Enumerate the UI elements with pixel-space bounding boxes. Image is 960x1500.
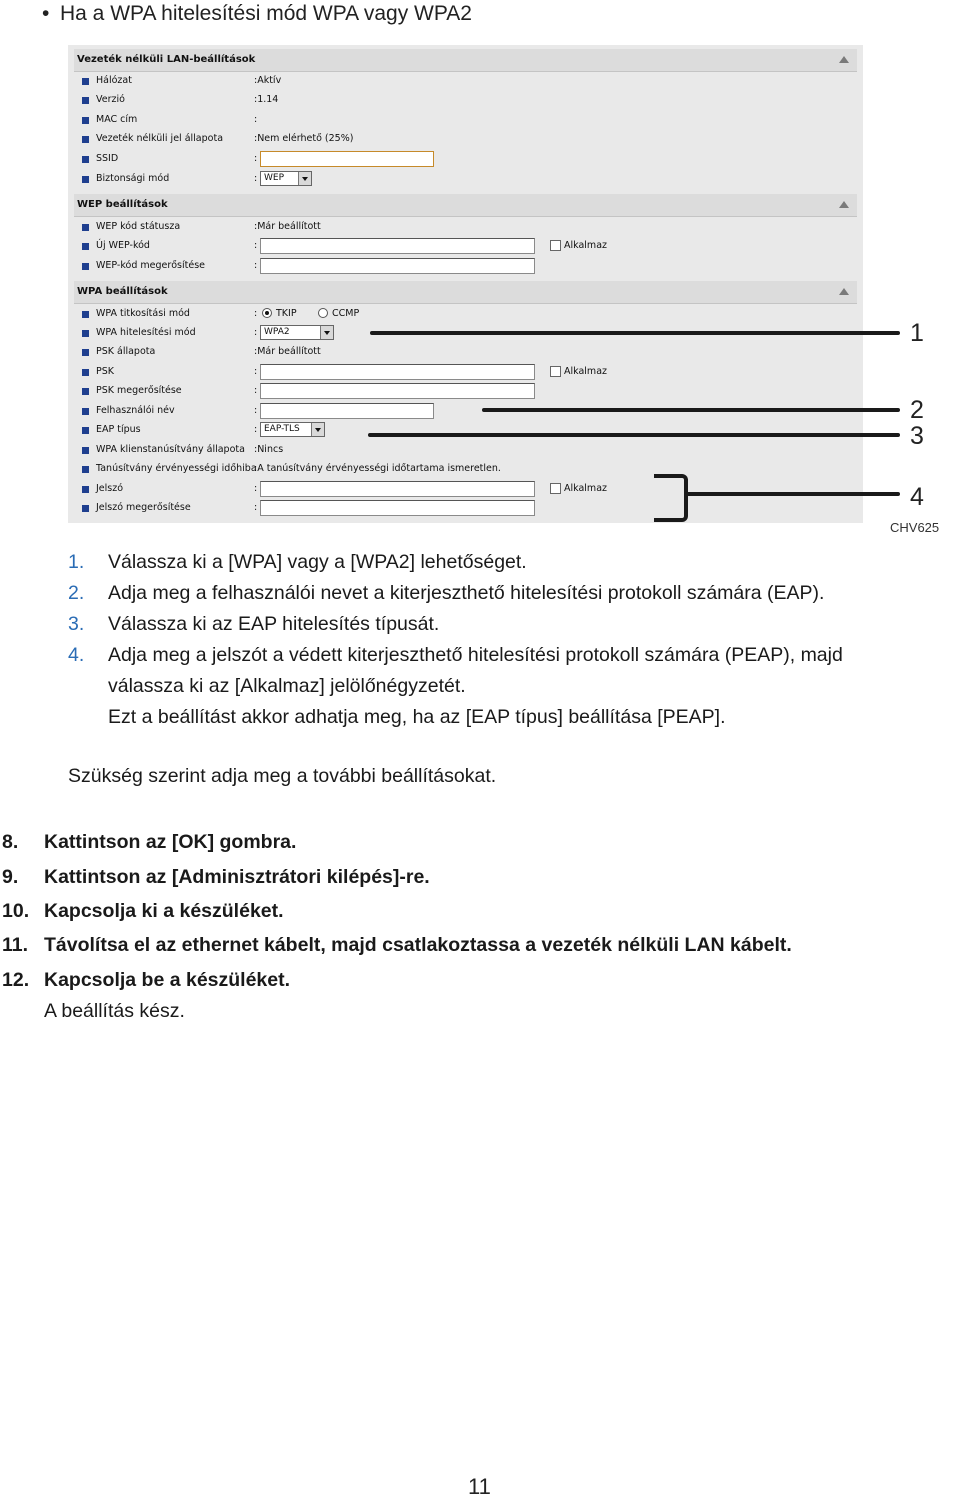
row-value: :Nincs <box>254 444 284 455</box>
row-value: :Már beállított <box>254 346 321 357</box>
row-value: :A tanúsítvány érvényességi időtartama ismeretlen. <box>254 463 501 474</box>
row-mac <box>68 111 863 130</box>
row-ssid <box>68 150 863 169</box>
square-bullet-icon <box>82 388 89 395</box>
row-value: : <box>254 483 258 494</box>
collapse-triangle-icon[interactable] <box>839 288 849 295</box>
square-bullet-icon <box>82 176 89 183</box>
row-value: : <box>254 173 258 184</box>
psk-input[interactable] <box>260 364 535 380</box>
row-label: Jelszó <box>96 483 124 494</box>
row-psk <box>68 363 863 382</box>
section-title: WEP beállítások <box>77 199 168 210</box>
apply-label: Alkalmaz <box>564 483 607 494</box>
step-text: Kattintson az [Adminisztrátori kilépés]-re. <box>44 866 430 888</box>
row-value: : <box>254 260 258 271</box>
row-label: Biztonsági mód <box>96 173 170 184</box>
row-value: : <box>254 424 258 435</box>
step-number: 9. <box>2 866 19 888</box>
page-number: 11 <box>468 1474 491 1499</box>
square-bullet-icon <box>82 427 89 434</box>
row-label: Hálózat <box>96 75 132 86</box>
row-wep-confirm <box>68 257 863 276</box>
row-version <box>68 91 863 110</box>
new-wep-input[interactable] <box>260 238 535 254</box>
ssid-input[interactable] <box>260 151 434 167</box>
step-text: Kapcsolja be a készüléket. <box>44 969 291 991</box>
step-text: Távolítsa el az ethernet kábelt, majd csatlakoztassa a vezeték nélküli LAN kábelt. <box>44 934 792 956</box>
square-bullet-icon <box>82 408 89 415</box>
step4-note: Ezt a beállítást akkor adhatja meg, ha az [EAP típus] beállítása [PEAP]. <box>108 706 726 728</box>
row-label: Tanúsítvány érvényességi időhiba <box>96 463 257 474</box>
settings-screenshot <box>68 45 863 523</box>
row-value: : <box>254 327 258 338</box>
row-psk-confirm <box>68 382 863 401</box>
section-title: WPA beállítások <box>77 286 168 297</box>
row-label: WPA titkosítási mód <box>96 308 190 319</box>
square-bullet-icon <box>82 311 89 318</box>
square-bullet-icon <box>82 486 89 493</box>
extra-note: Szükség szerint adja meg a további beállításokat. <box>68 765 497 787</box>
ccmp-label: CCMP <box>332 308 360 319</box>
square-bullet-icon <box>82 243 89 250</box>
collapse-triangle-icon[interactable] <box>839 56 849 63</box>
tkip-label: TKIP <box>276 308 297 319</box>
row-value: :Nem elérhető (25%) <box>254 133 354 144</box>
figure-code: CHV625 <box>890 520 940 535</box>
section-header-wpa <box>74 281 857 304</box>
step-number: 8. <box>2 831 19 853</box>
callout-bracket-4 <box>654 474 688 522</box>
row-value: :Már beállított <box>254 221 321 232</box>
intro-bullet-text: Ha a WPA hitelesítési mód WPA vagy WPA2 <box>60 2 472 25</box>
row-label: WPA klienstanúsítvány állapota <box>96 444 245 455</box>
select-value: WEP <box>264 173 285 183</box>
square-bullet-icon <box>82 224 89 231</box>
row-new-wep <box>68 237 863 256</box>
step4-continuation: válassza ki az [Alkalmaz] jelölőnégyzetét. <box>108 675 466 697</box>
row-value: : <box>254 240 258 251</box>
row-label: SSID <box>96 153 119 164</box>
square-bullet-icon <box>82 349 89 356</box>
password-input[interactable] <box>260 481 535 497</box>
dropdown-arrow-icon <box>298 172 311 185</box>
collapse-triangle-icon[interactable] <box>839 201 849 208</box>
row-label: MAC cím <box>96 114 138 125</box>
step-text: Válassza ki az EAP hitelesítés típusát. <box>108 613 440 635</box>
row-label: Jelszó megerősítése <box>96 502 191 513</box>
row-label: Felhasználói név <box>96 405 175 416</box>
callout-line-2 <box>482 408 900 412</box>
step-number: 12. <box>2 969 30 991</box>
password-confirm-input[interactable] <box>260 500 535 516</box>
row-password-confirm <box>68 499 863 518</box>
section-header-wireless-lan <box>74 49 857 72</box>
row-label: PSK <box>96 366 114 377</box>
row-client-cert <box>68 441 863 460</box>
eap-type-select[interactable] <box>260 422 325 437</box>
username-input[interactable] <box>260 403 434 419</box>
wep-confirm-input[interactable] <box>260 258 535 274</box>
row-value: : <box>254 366 258 377</box>
apply-checkbox[interactable] <box>550 366 561 377</box>
step-number: 10. <box>2 900 30 922</box>
square-bullet-icon <box>82 447 89 454</box>
row-label: EAP típus <box>96 424 141 435</box>
step-number: 11. <box>2 934 29 956</box>
row-label: WEP-kód megerősítése <box>96 260 206 271</box>
bullet-dot: • <box>42 2 50 25</box>
step-number: 3. <box>68 613 85 635</box>
row-eap-type <box>68 421 863 440</box>
square-bullet-icon <box>82 117 89 124</box>
square-bullet-icon <box>82 156 89 163</box>
row-label: PSK állapota <box>96 346 156 357</box>
row-value: :Aktív <box>254 75 282 86</box>
tkip-radio[interactable] <box>262 308 272 318</box>
row-wep-status <box>68 218 863 237</box>
select-value: WPA2 <box>264 327 290 337</box>
callout-number: 1 <box>910 319 924 347</box>
row-security-mode <box>68 170 863 189</box>
final-text: A beállítás kész. <box>44 1000 185 1022</box>
row-value: : <box>254 385 258 396</box>
section-header-wep <box>74 194 857 217</box>
callout-line-3 <box>368 433 900 437</box>
callout-line-1 <box>370 331 900 335</box>
row-value: : <box>254 308 258 319</box>
square-bullet-icon <box>82 505 89 512</box>
row-signal <box>68 130 863 149</box>
callout-number: 4 <box>910 483 924 511</box>
square-bullet-icon <box>82 466 89 473</box>
psk-confirm-input[interactable] <box>260 383 535 399</box>
row-value: : <box>254 153 258 164</box>
square-bullet-icon <box>82 369 89 376</box>
row-label: PSK megerősítése <box>96 385 182 396</box>
dropdown-arrow-icon <box>320 326 333 339</box>
square-bullet-icon <box>82 97 89 104</box>
apply-checkbox[interactable] <box>550 483 561 494</box>
dropdown-arrow-icon <box>311 423 324 436</box>
row-label: Vezeték nélküli jel állapota <box>96 133 224 144</box>
row-value: : <box>254 114 258 125</box>
wpa-auth-mode-select[interactable] <box>260 325 334 340</box>
square-bullet-icon <box>82 78 89 85</box>
apply-checkbox[interactable] <box>550 240 561 251</box>
row-cert-validity <box>68 460 863 479</box>
row-value: : <box>254 405 258 416</box>
step-text: Válassza ki a [WPA] vagy a [WPA2] lehetőséget. <box>108 551 527 573</box>
row-label: Verzió <box>96 94 125 105</box>
intro-bullet <box>42 2 472 26</box>
step-text: Kattintson az [OK] gombra. <box>44 831 297 853</box>
apply-label: Alkalmaz <box>564 366 607 377</box>
callout-line-4 <box>686 492 900 496</box>
square-bullet-icon <box>82 330 89 337</box>
step-text: Adja meg a felhasználói nevet a kiterjeszthető hitelesítési protokoll számára (EAP). <box>108 582 825 604</box>
row-psk-status <box>68 343 863 362</box>
row-label: WEP kód státusza <box>96 221 181 232</box>
step-number: 2. <box>68 582 85 604</box>
row-label: Új WEP-kód <box>96 240 150 251</box>
callout-number: 3 <box>910 422 924 450</box>
select-value: EAP-TLS <box>264 424 300 434</box>
step-number: 4. <box>68 644 85 666</box>
square-bullet-icon <box>82 136 89 143</box>
ccmp-radio[interactable] <box>318 308 328 318</box>
row-value: : <box>254 502 258 513</box>
callout-number: 2 <box>910 396 924 424</box>
row-label: WPA hitelesítési mód <box>96 327 196 338</box>
square-bullet-icon <box>82 263 89 270</box>
step-number: 1. <box>68 551 85 573</box>
apply-label: Alkalmaz <box>564 240 607 251</box>
step-text: Adja meg a jelszót a védett kiterjeszthető hitelesítési protokoll számára (PEAP), majd <box>108 644 843 666</box>
row-value: :1.14 <box>254 94 279 105</box>
security-mode-select[interactable] <box>260 171 312 186</box>
row-network <box>68 72 863 91</box>
row-password <box>68 480 863 499</box>
section-title: Vezeték nélküli LAN-beállítások <box>77 54 256 65</box>
step-text: Kapcsolja ki a készüléket. <box>44 900 284 922</box>
row-wpa-encryption <box>68 305 863 324</box>
